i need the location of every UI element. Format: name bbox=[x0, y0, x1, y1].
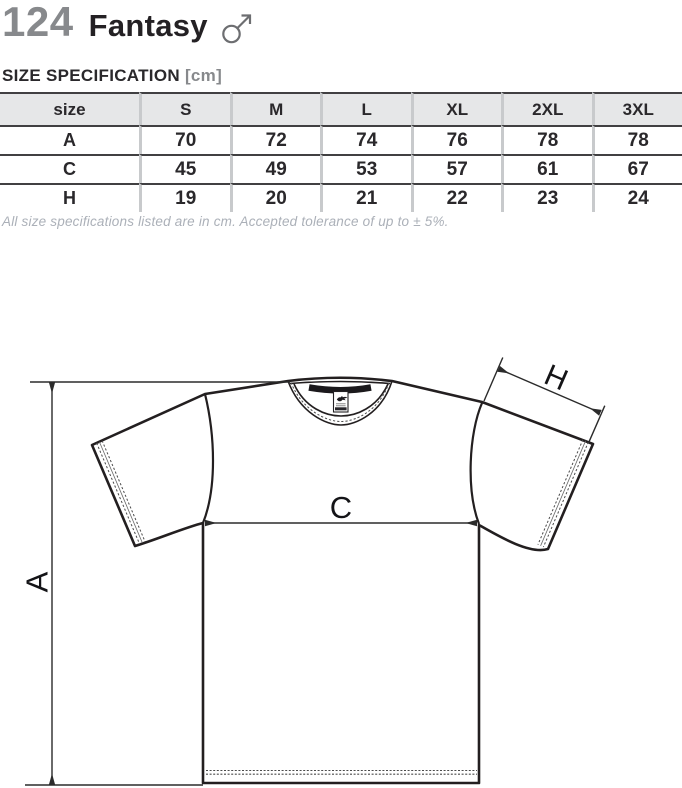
male-mars-icon bbox=[220, 10, 254, 51]
h-left-extension-line bbox=[484, 358, 503, 402]
size-spec-table bbox=[0, 92, 682, 212]
product-header bbox=[2, 2, 254, 51]
table-row-c bbox=[0, 154, 682, 183]
col-header-xl: XL bbox=[411, 92, 502, 125]
row-label-h: H bbox=[0, 183, 139, 212]
value-cell: 78 bbox=[501, 125, 592, 154]
row-label-c: C bbox=[0, 154, 139, 183]
value-cell: 19 bbox=[139, 183, 230, 212]
value-cell: 49 bbox=[230, 154, 321, 183]
value-cell: 61 bbox=[501, 154, 592, 183]
value-cell: 21 bbox=[320, 183, 411, 212]
col-header-3xl: 3XL bbox=[592, 92, 682, 125]
unit-label: [cm] bbox=[184, 66, 223, 85]
dimension-a-label: A bbox=[19, 571, 55, 593]
product-name: Fantasy bbox=[88, 8, 208, 43]
tshirt-measurement-diagram bbox=[0, 330, 682, 788]
value-cell: 72 bbox=[230, 125, 321, 154]
value-cell: 23 bbox=[501, 183, 592, 212]
value-cell: 74 bbox=[320, 125, 411, 154]
value-cell: 20 bbox=[230, 183, 321, 212]
product-number: 124 bbox=[2, 0, 74, 45]
dimension-c-label: C bbox=[329, 490, 353, 525]
value-cell: 45 bbox=[139, 154, 230, 183]
value-cell: 78 bbox=[592, 125, 682, 154]
dimension-h-label: H bbox=[539, 358, 573, 398]
tshirt-outline bbox=[92, 378, 593, 783]
col-header-size: size bbox=[0, 92, 139, 125]
value-cell: 57 bbox=[411, 154, 502, 183]
value-cell: 22 bbox=[411, 183, 502, 212]
table-row-h bbox=[0, 183, 682, 212]
value-cell: 76 bbox=[411, 125, 502, 154]
col-header-2xl: 2XL bbox=[501, 92, 592, 125]
col-header-m: M bbox=[230, 92, 321, 125]
col-header-l: L bbox=[320, 92, 411, 125]
value-cell: 67 bbox=[592, 154, 682, 183]
col-header-s: S bbox=[139, 92, 230, 125]
row-label-a: A bbox=[0, 125, 139, 154]
section-title-text: SIZE SPECIFICATION bbox=[2, 66, 180, 85]
table-row-a bbox=[0, 125, 682, 154]
section-title bbox=[2, 66, 222, 86]
value-cell: 70 bbox=[139, 125, 230, 154]
brand-label bbox=[334, 392, 349, 413]
table-header-row bbox=[0, 92, 682, 125]
value-cell: 24 bbox=[592, 183, 682, 212]
tolerance-note: All size specifications listed are in cm. Accepted tolerance of up to ± 5%. bbox=[2, 214, 449, 229]
value-cell: 53 bbox=[320, 154, 411, 183]
neck-tape bbox=[309, 388, 371, 391]
